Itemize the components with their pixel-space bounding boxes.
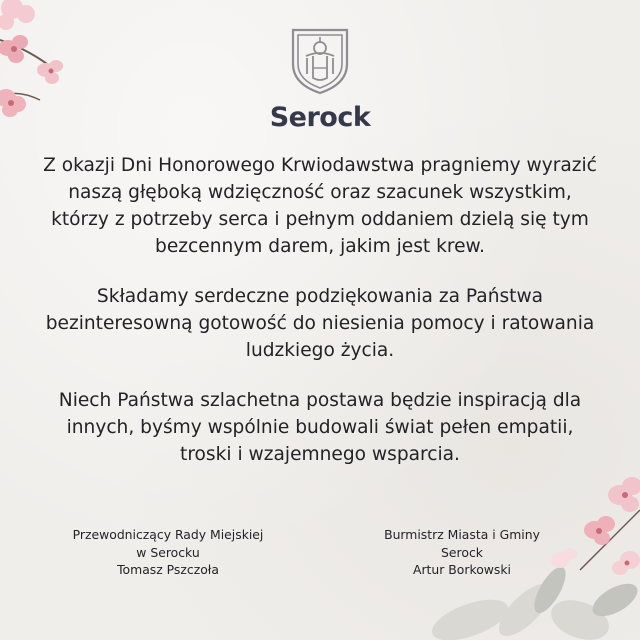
paragraph-line: troski i wzajemnego wsparcia. (180, 444, 460, 465)
paragraph-line: Niech Państwa szlachetna postawa będzie inspiracją dla (58, 390, 582, 411)
paragraph-line: innych, byśmy wspólnie budowali świat pełen empatii, (66, 417, 574, 438)
signature-left (38, 526, 298, 579)
paragraph-line: naszą głęboką wdzięczność oraz szacunek wszystkim, (68, 182, 572, 203)
paragraph-line: Składamy serdeczne podziękowania za Państwa (96, 286, 544, 307)
signature-title: w Serocku (136, 544, 200, 560)
paragraph-2 (20, 283, 620, 364)
signature-right (332, 526, 592, 579)
signature-title: Przewodniczący Rady Miejskiej (72, 527, 264, 542)
paragraph-1 (20, 152, 620, 260)
paragraph-line: bezcennym darem, jakim jest krew. (155, 236, 485, 257)
paragraph-line: bezinteresowną gotowość do niesienia pomocy i ratowania (45, 313, 595, 334)
signature-title: Burmistrz Miasta i Gminy (384, 527, 540, 542)
signature-title: Serock (441, 544, 483, 560)
brand-name: Serock (269, 102, 371, 133)
message-text (20, 152, 620, 491)
serock-coat-of-arms-icon (289, 26, 351, 96)
paragraph-line: Z okazji Dni Honorowego Krwiodawstwa pragniemy wyrazić (43, 155, 597, 176)
logo (0, 26, 640, 133)
signature-name: Artur Borkowski (412, 562, 511, 577)
paragraph-line: którzy z potrzeby serca i pełnym oddaniem dzielą się tym (51, 209, 589, 230)
paragraph-line: ludzkiego życia. (245, 340, 395, 361)
paragraph-3 (20, 387, 620, 468)
signature-name: Tomasz Pszczoła (117, 562, 219, 577)
